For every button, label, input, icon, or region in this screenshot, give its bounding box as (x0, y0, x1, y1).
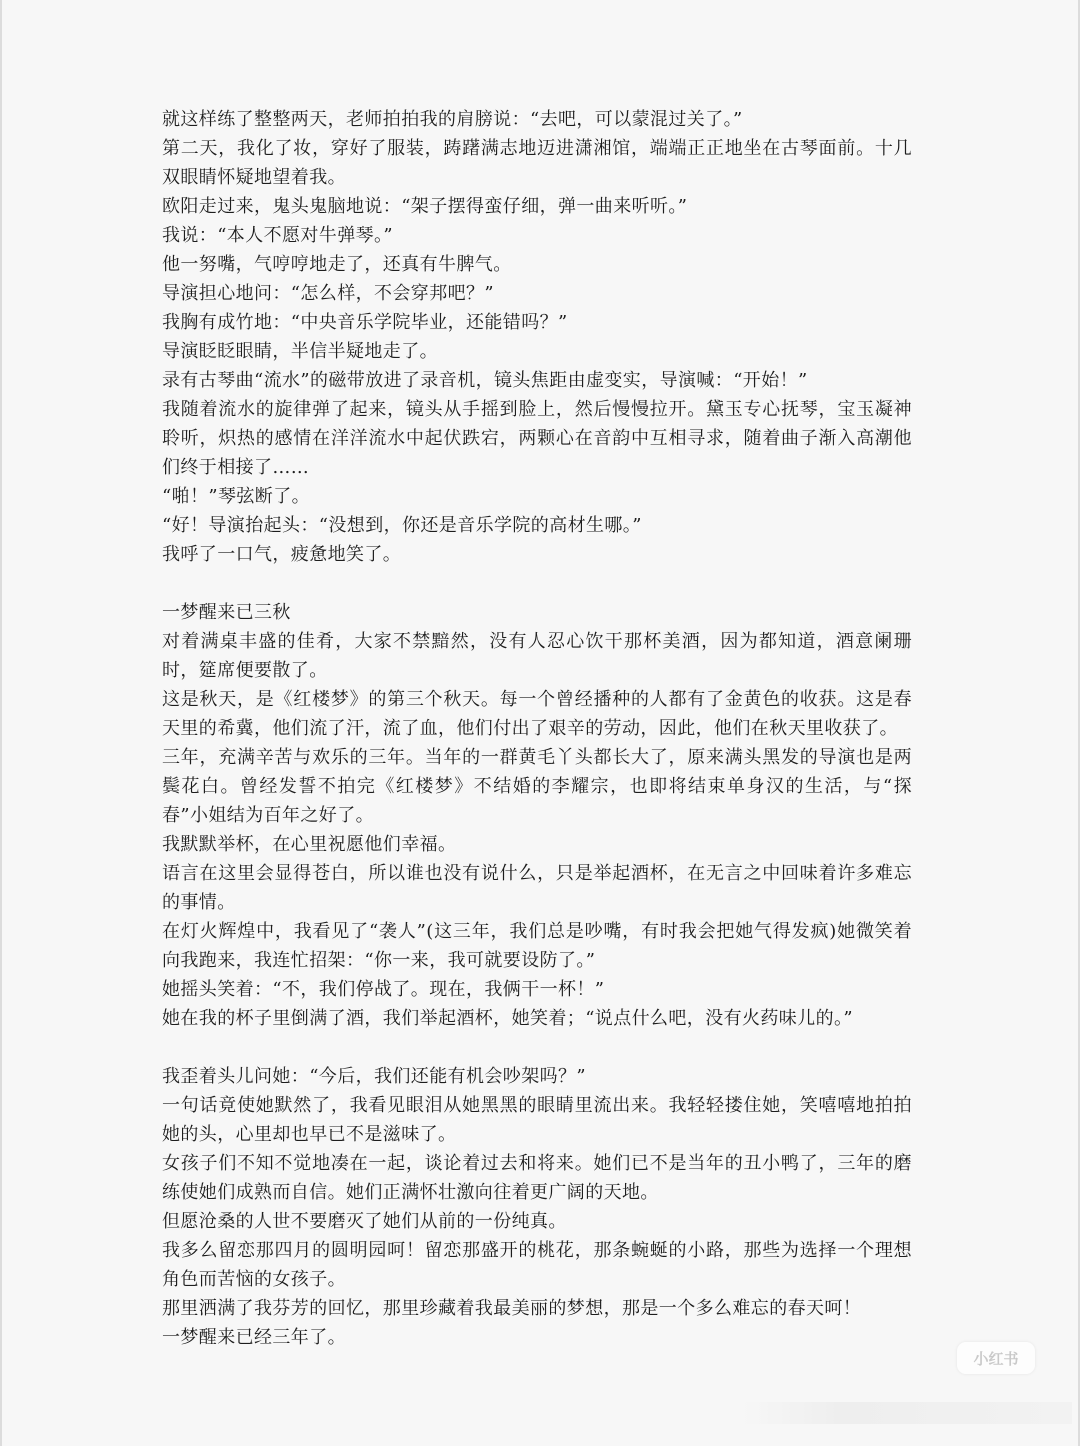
document-body (162, 105, 912, 1352)
xiaohongshu-watermark-logo: 小红书 (957, 1342, 1035, 1374)
paragraph: 这是秋天，是《红楼梦》的第三个秋天。每一个曾经播种的人都有了金黄色的收获。这是春天里的希冀，他们流了汗，流了血，他们付出了艰辛的劳动，因此，他们在秋天里收获了。 (162, 689, 912, 739)
blank-line (162, 1033, 912, 1062)
paragraph: 对着满桌丰盛的佳肴，大家不禁黯然，没有人忍心饮干那杯美酒，因为都知道，酒意阑珊时，筵席便要散了。 (162, 631, 912, 681)
section-heading: 一梦醒来已三秋 (162, 602, 291, 623)
paragraph: 我说：“本人不愿对牛弹琴。” (162, 225, 394, 246)
paragraph: 第二天，我化了妆，穿好了服装，踌躇满志地迈进潇湘馆，端端正正地坐在古琴面前。十几双眼睛怀疑地望着我。 (162, 138, 912, 188)
paragraph: 我默默举杯，在心里祝愿他们幸福。 (162, 834, 457, 855)
paragraph: 我胸有成竹地：“中央音乐学院毕业，还能错吗？” (162, 312, 568, 333)
paragraph: 那里洒满了我芬芳的回忆，那里珍藏着我最美丽的梦想，那是一个多么难忘的春天呵！ (162, 1298, 862, 1319)
paragraph: 一句话竟使她默然了，我看见眼泪从她黑黑的眼睛里流出来。我轻轻搂住她，笑嘻嘻地拍拍她的头，心里却也早已不是滋味了。 (162, 1095, 912, 1145)
paragraph: 我随着流水的旋律弹了起来，镜头从手摇到脸上，然后慢慢拉开。黛玉专心抚琴，宝玉凝神聆听，炽热的感情在洋洋流水中起伏跌宕，两颗心在音韵中互相寻求，随着曲子渐入高潮他们终于相接了…… (162, 399, 912, 478)
paragraph: 导演担心地问：“怎么样，不会穿邦吧？” (162, 283, 495, 304)
paragraph: 三年，充满辛苦与欢乐的三年。当年的一群黄毛丫头都长大了，原来满头黑发的导演也是两鬓花白。曾经发誓不拍完《红楼梦》不结婚的李耀宗，也即将结束单身汉的生活，与“探春”小姐结为百年之好了。 (162, 747, 912, 826)
paragraph: 她在我的杯子里倒满了酒，我们举起酒杯，她笑着；“说点什么吧，没有火药味儿的。” (162, 1008, 854, 1029)
paragraph: 我多么留恋那四月的圆明园呵！留恋那盛开的桃花，那条蜿蜒的小路，那些为选择一个理想角色而苦恼的女孩子。 (162, 1240, 912, 1290)
paragraph: 欧阳走过来，鬼头鬼脑地说：“架子摆得蛮仔细，弹一曲来听听。” (162, 196, 688, 217)
paragraph: 我呼了一口气，疲惫地笑了。 (162, 544, 402, 565)
paragraph: 就这样练了整整两天，老师拍拍我的肩膀说：“去吧，可以蒙混过关了。” (162, 109, 743, 130)
paragraph: 一梦醒来已经三年了。 (162, 1327, 346, 1348)
paragraph: 在灯火辉煌中，我看见了“袭人”(这三年，我们总是吵嘴，有时我会把她气得发疯)她微笑着向我跑来，我连忙招架：“你一来，我可就要设防了。” (162, 921, 912, 971)
paragraph: 语言在这里会显得苍白，所以谁也没有说什么，只是举起酒杯，在无言之中回味着许多难忘的事情。 (162, 863, 912, 913)
bottom-edge-blur (742, 1402, 1072, 1424)
paragraph: “啪！”琴弦断了。 (162, 486, 311, 507)
paragraph: 录有古琴曲“流水”的磁带放进了录音机，镜头焦距由虚变实，导演喊：“开始！” (162, 370, 808, 391)
paragraph: 但愿沧桑的人世不要磨灭了她们从前的一份纯真。 (162, 1211, 567, 1232)
paragraph: “好！导演抬起头：“没想到，你还是音乐学院的高材生哪。” (162, 515, 642, 536)
paragraph: 他一努嘴，气哼哼地走了，还真有牛脾气。 (162, 254, 512, 275)
paragraph: 她摇头笑着：“不，我们停战了。现在，我俩干一杯！” (162, 979, 605, 1000)
paragraph: 女孩子们不知不觉地凑在一起，谈论着过去和将来。她们已不是当年的丑小鸭了，三年的磨练使她们成熟而自信。她们正满怀壮激向往着更广阔的天地。 (162, 1153, 912, 1203)
paragraph: 导演眨眨眼睛，半信半疑地走了。 (162, 341, 438, 362)
paragraph: 我歪着头儿问她：“今后，我们还能有机会吵架吗？” (162, 1066, 587, 1087)
blank-line (162, 569, 912, 598)
